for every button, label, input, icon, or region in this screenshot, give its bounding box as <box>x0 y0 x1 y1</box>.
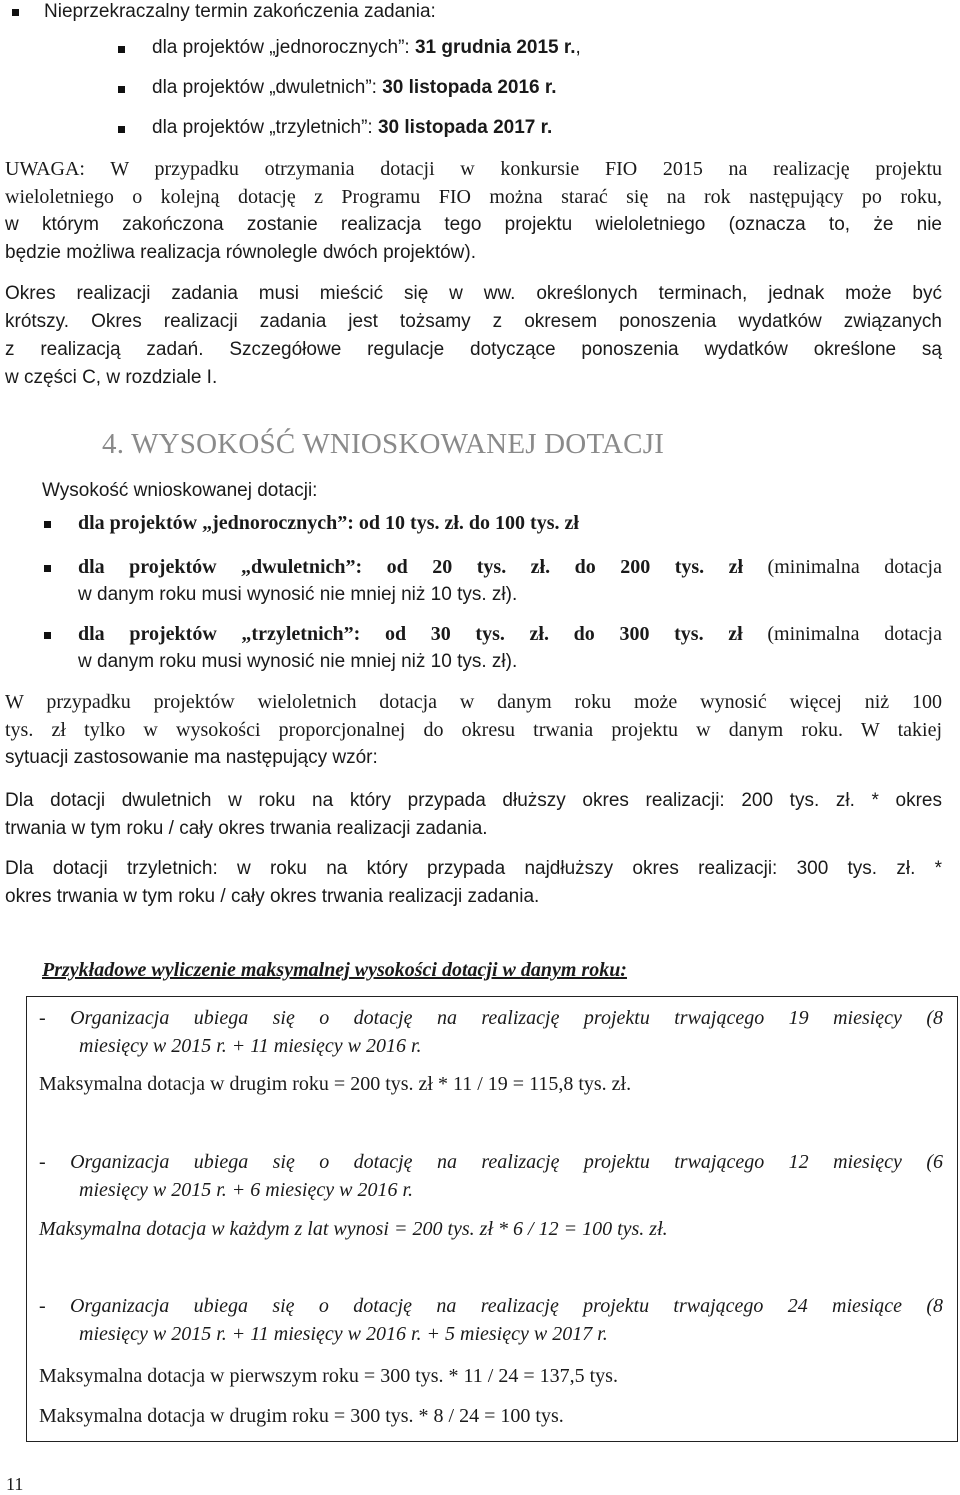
okres-line: w części C, w rozdziale I. <box>5 367 218 388</box>
amount-item-3: dla projektów „trzyletnich”: od 30 tys. zł. do 300 tys. zł (minimalna dotacja <box>78 623 942 645</box>
bullet-icon <box>118 126 125 133</box>
formula-three-year: Dla dotacji trzyletnich: w roku na który przypada najdłuższy okres realizacji: 300 tys. zł. * <box>5 858 942 879</box>
deadline-item-1: dla projektów „jednorocznych”: 31 grudnia 2015 r., <box>152 37 581 58</box>
uwaga-line: w którym zakończona zostanie realizacja tego projektu wieloletniego (oznacza to, że nie <box>5 214 942 235</box>
uwaga-line: będzie możliwa realizacja równolegle dwóch projektów). <box>5 242 477 263</box>
example-2-line: miesięcy w 2015 r. + 6 miesięcy w 2016 r. <box>79 1179 414 1201</box>
section-intro: Wysokość wnioskowanej dotacji: <box>42 480 318 501</box>
formula-two-year: trwania w tym roku / cały okres trwania realizacji zadania. <box>5 818 488 839</box>
deadline-title: Nieprzekraczalny termin zakończenia zadania: <box>44 1 436 22</box>
example-3-line: miesięcy w 2015 r. + 11 miesięcy w 2016 r. + 5 miesięcy w 2017 r. <box>79 1323 608 1345</box>
multi-year-line: tys. zł tylko w wysokości proporcjonalnej do okresu trwania projektu w danym roku. W takiej <box>5 719 942 741</box>
example-1-line: - Organizacja ubiega się o dotację na realizację projektu trwającego 19 miesięcy (8 <box>39 1007 943 1029</box>
example-3-line: - Organizacja ubiega się o dotację na realizację projektu trwającego 24 miesiące (8 <box>39 1295 943 1317</box>
deadline-item-3: dla projektów „trzyletnich”: 30 listopada 2017 r. <box>152 117 553 138</box>
example-2-line: - Organizacja ubiega się o dotację na realizację projektu trwającego 12 miesięcy (6 <box>39 1151 943 1173</box>
bullet-icon <box>44 521 51 528</box>
bullet-icon <box>118 46 125 53</box>
example-box <box>26 996 958 1442</box>
deadline-item-2: dla projektów „dwuletnich”: 30 listopada 2016 r. <box>152 77 557 98</box>
bullet-icon <box>44 632 51 639</box>
multi-year-line: sytuacji zastosowanie ma następujący wzór: <box>5 747 378 768</box>
amount-item-3-cont: w danym roku musi wynosić nie mniej niż 10 tys. zł). <box>78 651 518 672</box>
bullet-icon <box>118 86 125 93</box>
example-2-result: Maksymalna dotacja w każdym z lat wynosi = 200 tys. zł * 6 / 12 = 100 tys. zł. <box>39 1218 668 1240</box>
amount-item-1: dla projektów „jednorocznych”: od 10 tys. zł. do 100 tys. zł <box>78 512 579 534</box>
bullet-icon <box>12 9 19 16</box>
example-3-result: Maksymalna dotacja w pierwszym roku = 300 tys. * 11 / 24 = 137,5 tys. <box>39 1365 618 1387</box>
okres-line: Okres realizacji zadania musi mieścić się w ww. określonych terminach, jednak może być <box>5 283 942 304</box>
uwaga-line: wieloletniego o kolejną dotację z Programu FIO można starać się na rok następujący po roku, <box>5 186 942 208</box>
multi-year-line: W przypadku projektów wieloletnich dotacja w danym roku może wynosić więcej niż 100 <box>5 691 942 713</box>
amount-item-2: dla projektów „dwuletnich”: od 20 tys. zł. do 200 tys. zł (minimalna dotacja <box>78 556 942 578</box>
okres-line: krótszy. Okres realizacji zadania jest tożsamy z okresem ponoszenia wydatków związanych <box>5 311 942 332</box>
uwaga-line: UWAGA: W przypadku otrzymania dotacji w konkursie FIO 2015 na realizację projektu <box>5 158 942 180</box>
okres-line: z realizacją zadań. Szczegółowe regulacje dotyczące ponoszenia wydatków określone są <box>5 339 942 360</box>
formula-three-year: okres trwania w tym roku / cały okres trwania realizacji zadania. <box>5 886 540 907</box>
example-1-result: Maksymalna dotacja w drugim roku = 200 tys. zł * 11 / 19 = 115,8 tys. zł. <box>39 1073 632 1095</box>
section-heading: 4. WYSOKOŚĆ WNIOSKOWANEJ DOTACJI <box>102 428 665 460</box>
amount-item-2-cont: w danym roku musi wynosić nie mniej niż 10 tys. zł). <box>78 584 518 605</box>
page-number: 11 <box>6 1474 24 1494</box>
bullet-icon <box>44 565 51 572</box>
example-1-line: miesięcy w 2015 r. + 11 miesięcy w 2016 r. <box>79 1035 422 1057</box>
formula-two-year: Dla dotacji dwuletnich w roku na który przypada dłuższy okres realizacji: 200 tys. zł. * okres <box>5 790 942 811</box>
example-title: Przykładowe wyliczenie maksymalnej wysokości dotacji w danym roku: <box>42 959 627 981</box>
example-3-result: Maksymalna dotacja w drugim roku = 300 tys. * 8 / 24 = 100 tys. <box>39 1405 564 1427</box>
